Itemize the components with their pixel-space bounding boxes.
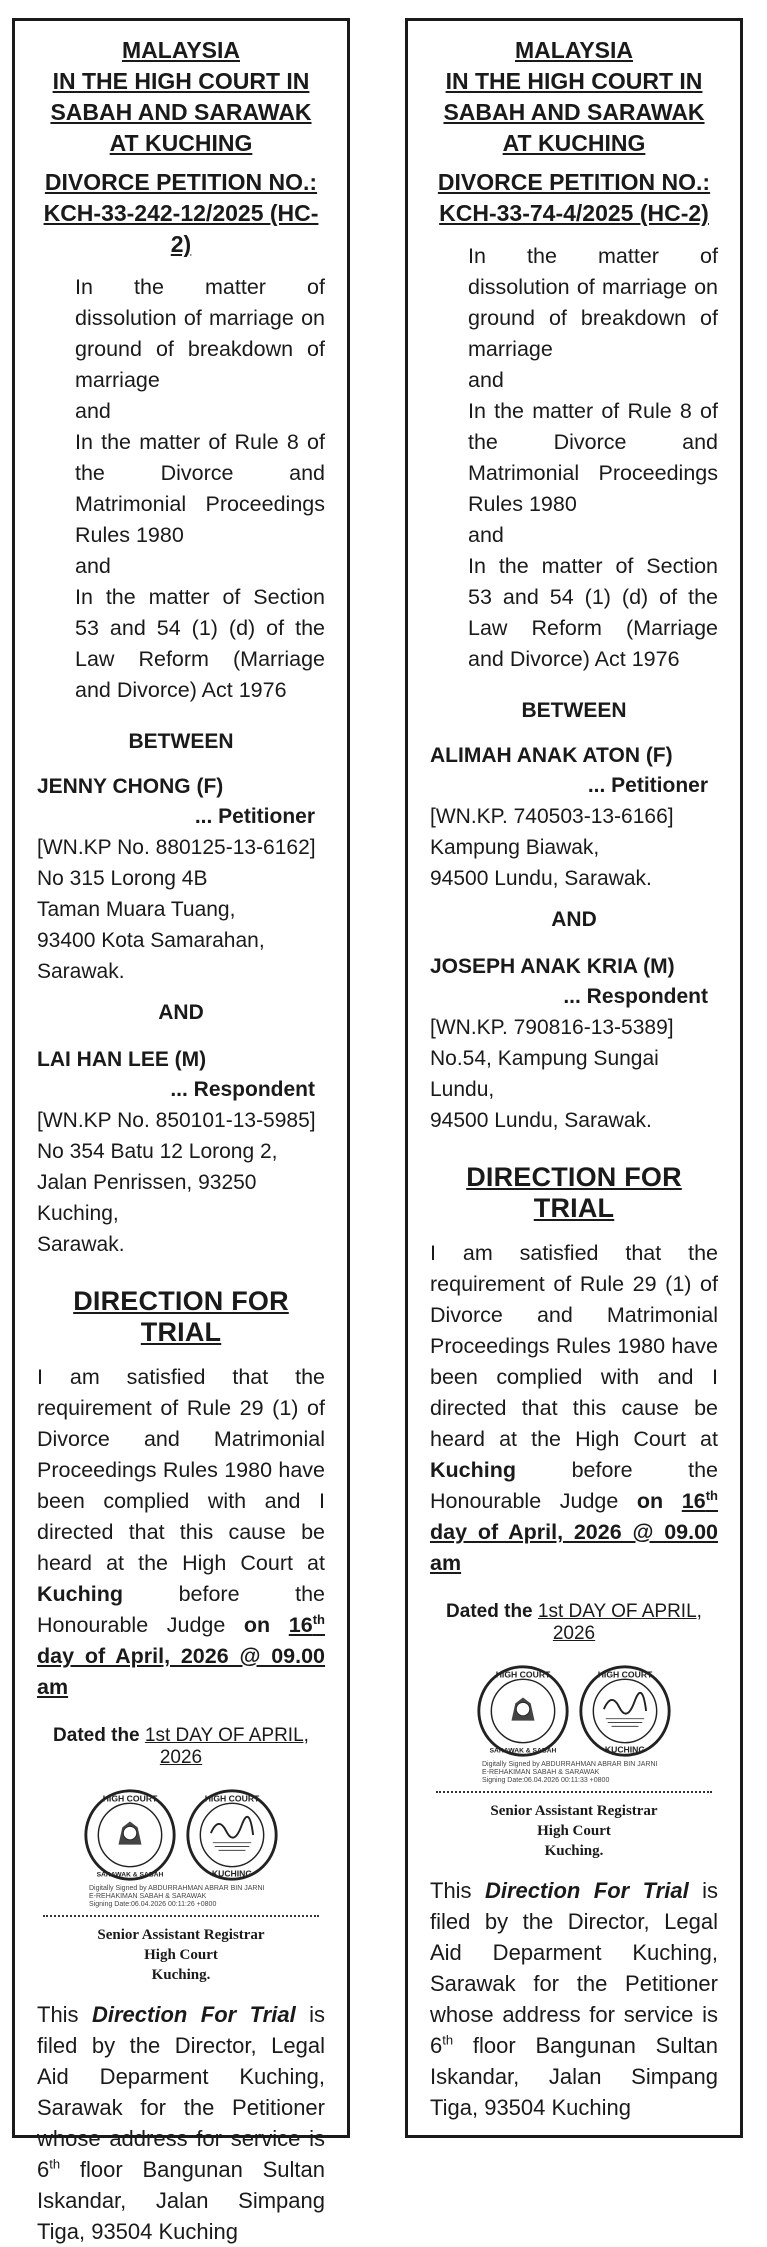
matter-line: and <box>75 554 111 578</box>
petition-label: DIVORCE PETITION NO.: <box>437 169 711 195</box>
matter-block <box>468 241 718 675</box>
address-line: Kampung Biawak, <box>430 836 600 859</box>
and-heading: AND <box>158 1001 204 1024</box>
matter-line: In the matter of dissolution of marriage on ground of breakdown of marriage <box>75 275 325 392</box>
petitioner-name: JENNY CHONG (F) <box>37 775 224 798</box>
digital-signature-note: Digitally Signed by ABDURRAHMAN ABRAR BIN JARNI E-REHAKIMAN SABAH & SARAWAK Signing Date:06.04.2026 00:11:33 +0800 <box>482 1761 658 1784</box>
registrar-court: High Court <box>537 1823 611 1839</box>
court-seal-left-icon <box>475 1663 571 1759</box>
court-heading-1: IN THE HIGH COURT IN <box>445 68 703 94</box>
registrar-title: Senior Assistant Registrar <box>490 1803 658 1819</box>
respondent-name: LAI HAN LEE (M) <box>37 1048 207 1071</box>
registrar-title: Senior Assistant Registrar <box>97 1927 265 1943</box>
registrar-court: High Court <box>144 1947 218 1963</box>
dated-line: Dated the 1st DAY OF APRIL, 2026 <box>53 1725 309 1768</box>
filing-note: This Direction For Trial is filed by the Director, Legal Aid Deparment Kuching, Sarawak for the Petitioner whose address for service is 6th floor Bangunan Sultan Iskandar, Jalan Simpang Tiga, 93504 Kuching <box>37 2002 325 2244</box>
matter-line: In the matter of Rule 8 of the Divorce and Matrimonial Proceedings Rules 1980 <box>75 430 325 547</box>
petition-number <box>37 167 325 260</box>
court-heading-3: AT KUCHING <box>109 130 253 156</box>
svg-text:HIGH COURT: HIGH COURT <box>102 1793 158 1804</box>
direction-title: DIRECTION FOR TRIAL <box>73 1286 289 1347</box>
address-line: [WN.KP No. 880125-13-6162] <box>37 836 316 859</box>
address-line: 94500 Lundu, Sarawak. <box>430 867 652 890</box>
court-heading-1: IN THE HIGH COURT IN <box>52 68 310 94</box>
address-line: No 354 Batu 12 Lorong 2, <box>37 1140 278 1163</box>
svg-text:HIGH COURT: HIGH COURT <box>204 1793 260 1804</box>
petition-value: KCH-33-74-4/2025 (HC-2) <box>439 200 709 226</box>
and-heading: AND <box>551 908 597 931</box>
signature-line <box>43 1915 319 1917</box>
petitioner-name: ALIMAH ANAK ATON (F) <box>430 744 673 767</box>
respondent-address <box>37 1105 325 1260</box>
matter-line: In the matter of dissolution of marriage on ground of breakdown of marriage <box>468 244 718 361</box>
court-heading-3: AT KUCHING <box>502 130 646 156</box>
direction-body: I am satisfied that the requirement of Rule 29 (1) of Divorce and Matrimonial Proceedings Rules 1980 have been complied with and I directed that this cause be heard at the High Court at Kuching before the Honourable Judge on 16th day of April, 2026 @ 09.00 am <box>430 1241 718 1575</box>
notice-right <box>405 18 743 2138</box>
notice-left <box>12 18 350 2244</box>
between-heading: BETWEEN <box>128 730 234 753</box>
direction-body: I am satisfied that the requirement of Rule 29 (1) of Divorce and Matrimonial Proceedings Rules 1980 have been complied with and I directed that this cause be heard at the High Court at Kuching before the Honourable Judge on 16th day of April, 2026 @ 09.00 am <box>37 1365 325 1699</box>
matter-line: and <box>75 399 111 423</box>
address-line: No.54, Kampung Sungai Lundu, <box>430 1047 659 1101</box>
address-line: Sarawak. <box>37 1233 125 1256</box>
petition-label: DIVORCE PETITION NO.: <box>44 169 318 195</box>
address-line: Jalan Penrissen, 93250 Kuching, <box>37 1171 257 1225</box>
address-line: [WN.KP. 790816-13-5389] <box>430 1016 674 1039</box>
respondent-role: ... Respondent <box>170 1078 315 1101</box>
matter-line: In the matter of Section 53 and 54 (1) (d) of the Law Reform (Marriage and Divorce) Act 1976 <box>75 585 325 702</box>
place-name: Kuching <box>430 1458 516 1482</box>
dated-line: Dated the 1st DAY OF APRIL, 2026 <box>446 1601 702 1644</box>
svg-text:SARAWAK & SABAH: SARAWAK & SABAH <box>96 1871 164 1879</box>
svg-text:SARAWAK & SABAH: SARAWAK & SABAH <box>489 1747 557 1755</box>
court-seal-left-icon <box>82 1787 178 1883</box>
petition-value: KCH-33-242-12/2025 (HC-2) <box>43 200 319 257</box>
petition-number <box>430 167 718 229</box>
address-line: 94500 Lundu, Sarawak. <box>430 1109 652 1132</box>
country-heading: MALAYSIA <box>515 37 633 63</box>
svg-text:HIGH COURT: HIGH COURT <box>495 1669 551 1680</box>
country-heading: MALAYSIA <box>122 37 240 63</box>
svg-text:KUCHING: KUCHING <box>211 1868 253 1879</box>
place-name: Kuching <box>37 1582 123 1606</box>
address-line: [WN.KP No. 850101-13-5985] <box>37 1109 316 1132</box>
respondent-name: JOSEPH ANAK KRIA (M) <box>430 955 675 978</box>
address-line: Sarawak. <box>37 960 125 983</box>
digital-signature-note: Digitally Signed by ABDURRAHMAN ABRAR BIN JARNI E-REHAKIMAN SABAH & SARAWAK Signing Date:06.04.2026 00:11:26 +0800 <box>89 1885 265 1908</box>
address-line: No 315 Lorong 4B <box>37 867 208 890</box>
svg-text:KUCHING: KUCHING <box>604 1744 646 1755</box>
address-line: [WN.KP. 740503-13-6166] <box>430 805 674 828</box>
svg-text:HIGH COURT: HIGH COURT <box>597 1669 653 1680</box>
registrar-location: Kuching. <box>151 1967 211 1983</box>
respondent-role: ... Respondent <box>563 985 708 1008</box>
petitioner-address <box>37 832 325 987</box>
direction-title: DIRECTION FOR TRIAL <box>466 1162 682 1223</box>
seal-row <box>37 1787 325 1883</box>
registrar-location: Kuching. <box>544 1843 604 1859</box>
matter-line: and <box>468 368 504 392</box>
filing-note: This Direction For Trial is filed by the Director, Legal Aid Deparment Kuching, Sarawak for the Petitioner whose address for service is 6th floor Bangunan Sultan Iskandar, Jalan Simpang Tiga, 93504 Kuching <box>430 1878 718 2120</box>
court-heading-2: SABAH AND SARAWAK <box>443 99 705 125</box>
signature-line <box>436 1791 712 1793</box>
matter-line: and <box>468 523 504 547</box>
matter-line: In the matter of Rule 8 of the Divorce and Matrimonial Proceedings Rules 1980 <box>468 399 718 516</box>
address-line: 93400 Kota Samarahan, <box>37 929 265 952</box>
between-heading: BETWEEN <box>521 699 627 722</box>
petitioner-role: ... Petitioner <box>194 805 315 828</box>
matter-line: In the matter of Section 53 and 54 (1) (d) of the Law Reform (Marriage and Divorce) Act 1976 <box>468 554 718 671</box>
address-line: Taman Muara Tuang, <box>37 898 236 921</box>
court-heading-2: SABAH AND SARAWAK <box>50 99 312 125</box>
petitioner-role: ... Petitioner <box>587 774 708 797</box>
respondent-address <box>430 1012 718 1136</box>
seal-row <box>430 1663 718 1759</box>
court-seal-right-icon <box>577 1663 673 1759</box>
court-seal-right-icon <box>184 1787 280 1883</box>
matter-block <box>75 272 325 706</box>
petitioner-address <box>430 801 718 894</box>
